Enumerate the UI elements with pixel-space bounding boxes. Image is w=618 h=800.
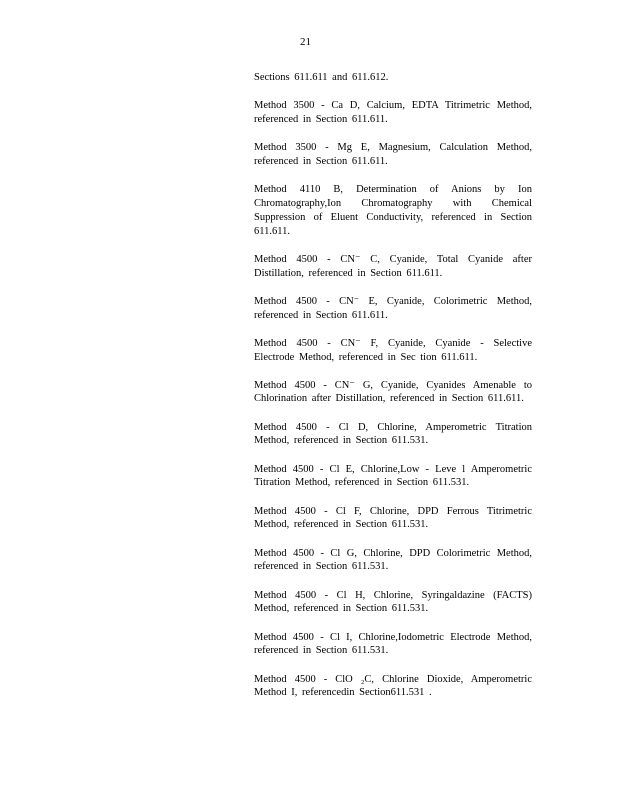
paragraph: Method 4500 - Cl H, Chlorine, Syringaldazine (FACTS) Method, referenced in Section 611.531. [254,589,532,615]
paragraph: Method 4500 - CN⁻ E, Cyanide, Colorimetric Method, referenced in Section 611.611. [254,295,532,321]
paragraph: Method 4500 - Cl I, Chlorine,Iodometric Electrode Method, referenced in Section 611.531. [254,631,532,657]
paragraph: Method 4500 - Cl D, Chlorine, Amperometric Titration Method, referenced in Section 611.531. [254,421,532,447]
paragraph: Method 3500 - Mg E, Magnesium, Calculation Method, referenced in Section 611.611. [254,142,532,167]
paragraph: Method 4500 - CN⁻ G, Cyanide, Cyanides Amenable to Chlorination after Distillation, referenced in Section 611.611. [254,379,532,405]
paragraph: Method 4500 - Cl G, Chlorine, DPD Colorimetric Method, referenced in Section 611.531. [254,547,532,573]
paragraph: Method 4110 B, Determination of Anions by Ion Chromatography,Ion Chromatography with Chemical Suppression of Eluent Conductivity, referenced in Section 611.611. [254,184,532,237]
paragraph: Method 4500 - Cl E, Chlorine,Low - Leve l Amperometric Titration Method, referenced in Section 611.531. [254,463,532,489]
paragraph: Method 3500 - Ca D, Calcium, EDTA Titrimetric Method, referenced in Section 611.611. [254,100,532,125]
paragraph: Method 4500 - CN⁻ C, Cyanide, Total Cyanide after Distillation, referenced in Section 611.611. [254,253,532,279]
paragraph: Method 4500 - Cl F, Chlorine, DPD Ferrous Titrimetric Method, referenced in Section 611.531. [254,505,532,531]
paragraph: Method 4500 - ClO ₂C, Chlorine Dioxide, Amperometric Method I, referencedin Section611.531 . [254,673,532,699]
text-column [254,71,532,715]
paragraph: Method 4500 - CN⁻ F, Cyanide, Cyanide - Selective Electrode Method, referenced in Sec tion 611.611. [254,337,532,363]
paragraph: Sections 611.611 and 611.612. [254,72,389,83]
page-number: 21 [300,36,311,48]
